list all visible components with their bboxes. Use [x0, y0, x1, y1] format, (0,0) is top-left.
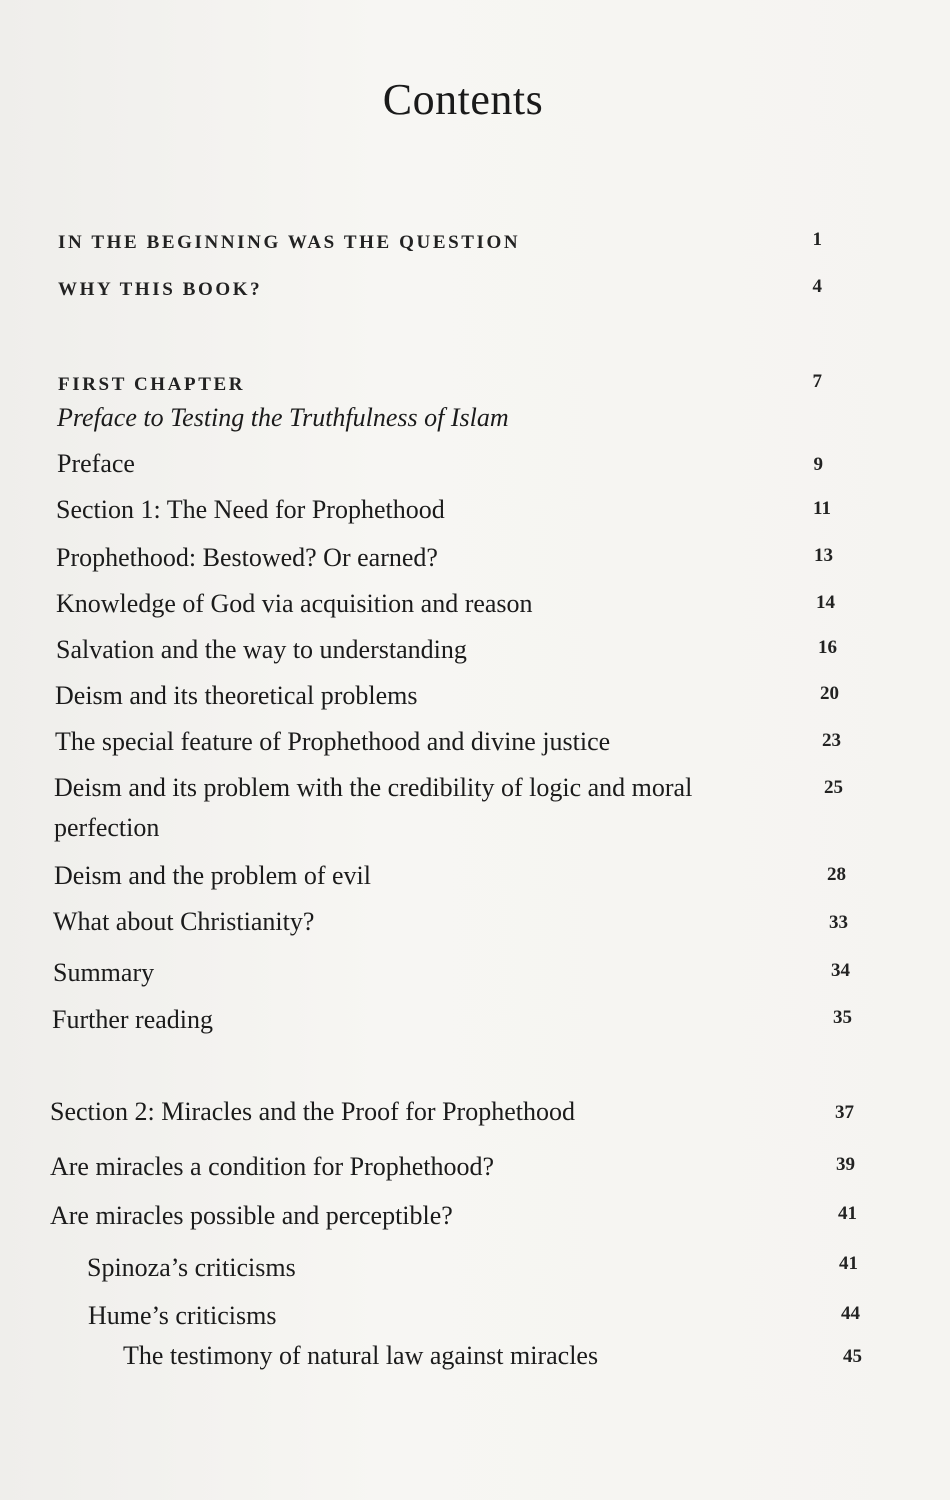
toc-entry-question: IN THE BEGINNING WAS THE QUESTION [58, 232, 521, 253]
toc-page-number: 37 [835, 1102, 854, 1123]
toc-page-number: 39 [836, 1154, 855, 1175]
toc-entry-deism-theoretical: Deism and its theoretical problems [55, 681, 418, 710]
toc-page-number: 41 [838, 1203, 857, 1224]
toc-entry-divine-justice: The special feature of Prophethood and divine justice [55, 727, 611, 756]
toc-page-number: 28 [827, 864, 846, 885]
toc-page-number: 33 [829, 912, 848, 933]
toc-entry-knowledge-of-god: Knowledge of God via acquisition and reason [56, 589, 533, 618]
toc-page-number: 45 [843, 1346, 862, 1367]
toc-page-number: 23 [822, 730, 841, 751]
toc-page-number: 41 [839, 1253, 858, 1274]
toc-entry-problem-of-evil: Deism and the problem of evil [54, 861, 371, 890]
toc-page-number: 35 [833, 1007, 852, 1028]
toc-entry-salvation: Salvation and the way to understanding [56, 635, 467, 664]
toc-entry-miracles-possible: Are miracles possible and perceptible? [50, 1201, 453, 1230]
toc-page-number: 11 [813, 498, 831, 519]
toc-page-number: 16 [818, 637, 837, 658]
toc-page-number: 13 [814, 545, 833, 566]
toc-page-number: 7 [812, 371, 822, 392]
toc-entry-why-this-book: WHY THIS BOOK? [58, 279, 263, 300]
toc-entry-chapter-subtitle: Preface to Testing the Truthfulness of Islam [57, 403, 509, 432]
toc-page-number: 34 [831, 960, 850, 981]
toc-entry-section-2: Section 2: Miracles and the Proof for Prophethood [50, 1097, 575, 1126]
toc-entry-first-chapter: FIRST CHAPTER [58, 374, 246, 395]
toc-page-number: 9 [813, 454, 823, 475]
toc-entry-miracles-condition: Are miracles a condition for Prophethood? [50, 1152, 495, 1181]
toc-entry-spinoza: Spinoza’s criticisms [87, 1253, 296, 1282]
page-title: Contents [382, 75, 544, 124]
toc-page-number: 14 [816, 592, 835, 613]
toc-page-number: 4 [812, 276, 822, 297]
toc-entry-natural-law: The testimony of natural law against miracles [123, 1341, 599, 1370]
toc-page-number: 20 [820, 683, 839, 704]
toc-page-number: 25 [824, 777, 843, 798]
toc-entry-hume: Hume’s criticisms [88, 1301, 277, 1330]
toc-entry-deism-logic: Deism and its problem with the credibility of logic and moral perfection [54, 773, 693, 842]
toc-entry-bestowed-or-earned: Prophethood: Bestowed? Or earned? [56, 543, 438, 572]
toc-page-number: 1 [812, 229, 822, 250]
toc-entry-summary: Summary [53, 958, 155, 987]
toc-entry-christianity: What about Christianity? [53, 907, 315, 936]
toc-entry-section-1: Section 1: The Need for Prophethood [56, 495, 445, 524]
toc-page-number: 44 [841, 1303, 860, 1324]
toc-entry-preface: Preface [57, 449, 135, 478]
toc-entry-further-reading: Further reading [52, 1005, 214, 1034]
